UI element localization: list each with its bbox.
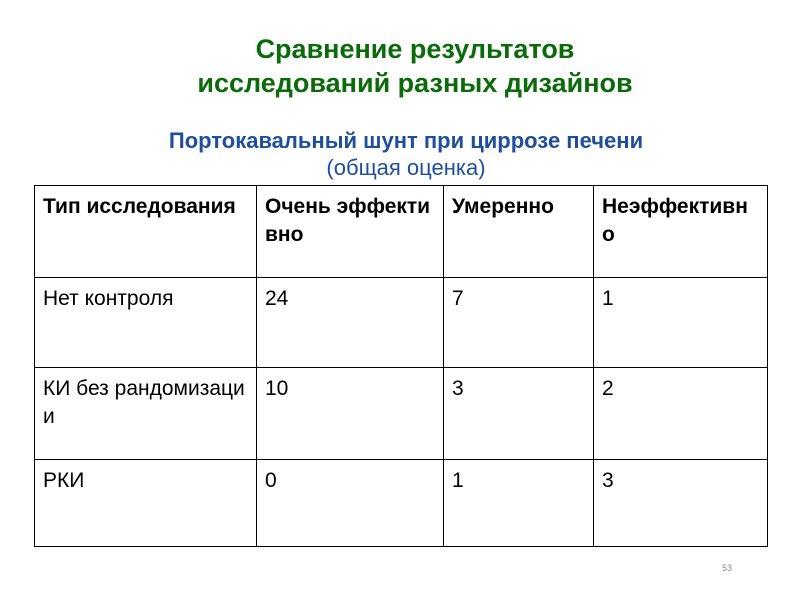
table-cell: Нет контроля: [35, 278, 257, 368]
table-cell: 3: [594, 460, 768, 547]
table-cell: КИ без рандомизации: [35, 368, 257, 460]
header-ineffective: Неэффективно: [594, 186, 768, 278]
table-row: [35, 368, 768, 460]
table-cell: 3: [444, 368, 594, 460]
results-table: [34, 185, 768, 547]
table-cell: 7: [444, 278, 594, 368]
table-cell: 1: [444, 460, 594, 547]
table-cell: 0: [257, 460, 444, 547]
slide-title-line-1: Сравнение результатов: [255, 34, 575, 64]
header-moderate: Умеренно: [444, 186, 594, 278]
subtitle-main: Портокавальный шунт при циррозе печени: [168, 128, 644, 153]
table-cell: 2: [594, 368, 768, 460]
table-cell: 24: [257, 278, 444, 368]
page-number: 53: [722, 563, 733, 573]
table-cell: 1: [594, 278, 768, 368]
slide-title-line-2: исследований разных дизайнов: [197, 68, 633, 98]
header-study-type: Тип исследования: [35, 186, 257, 278]
header-very-effective: Очень эффективно: [257, 186, 444, 278]
subtitle-note: (общая оценка): [326, 155, 486, 180]
table-cell: РКИ: [35, 460, 257, 547]
table-cell: 10: [257, 368, 444, 460]
table-row: [35, 460, 768, 547]
table-row: [35, 278, 768, 368]
slide-subtitle: [0, 127, 800, 181]
slide-title: [0, 32, 800, 100]
table-header-row: [35, 186, 768, 278]
